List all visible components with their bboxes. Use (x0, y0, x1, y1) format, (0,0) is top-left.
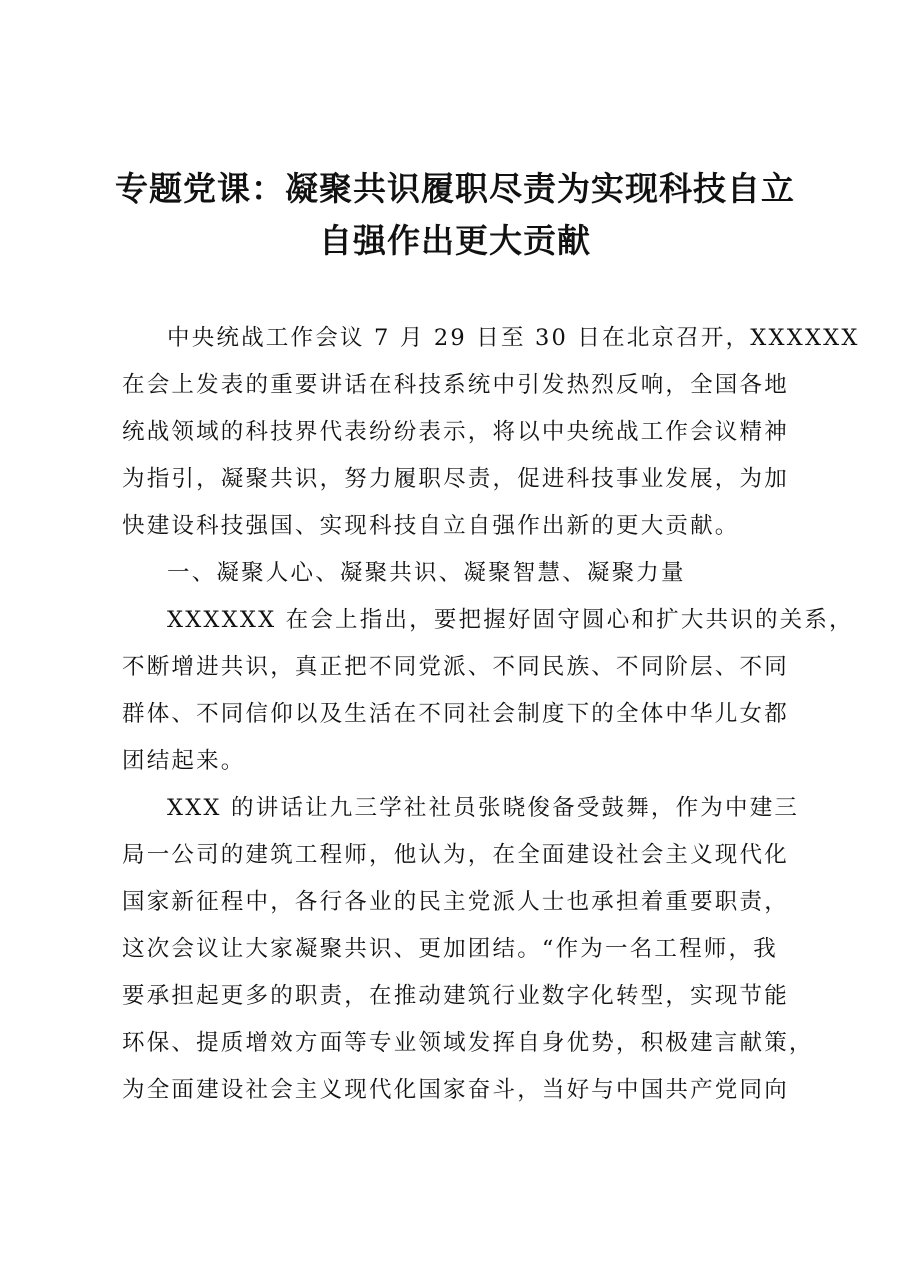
text-line: 环保、提质增效方面等专业领域发挥自身优势，积极建言献策， (122, 1030, 814, 1056)
paragraph-quote (122, 597, 854, 785)
heading-text: 一、凝聚人心、凝聚共识、凝聚智慧、凝聚力量 (167, 560, 686, 586)
text-line: 中央统战工作会议 7 月 29 日至 30 日在北京召开，XXXXXX (167, 325, 860, 351)
text-line: 要承担起更多的职责，在推动建筑行业数字化转型，实现节能 (122, 983, 789, 1009)
title-line-1: 专题党课：凝聚共识履职尽责为实现科技自立 (115, 169, 795, 208)
text-line: 快建设科技强国、实现科技自立自强作出新的更大贡献。 (122, 513, 740, 539)
text-line: 这次会议让大家凝聚共识、更加团结。“作为一名工程师，我 (122, 936, 778, 962)
title-line-2: 自强作出更大贡献 (319, 221, 591, 260)
document-body (122, 315, 860, 1114)
document-title (110, 163, 800, 267)
text-line: 团结起来。 (122, 748, 246, 774)
text-line: 局一公司的建筑工程师，他认为，在全面建设社会主义现代化 (122, 842, 789, 868)
section-heading-1 (122, 550, 802, 597)
text-line: 统战领域的科技界代表纷纷表示，将以中央统战工作会议精神 (122, 419, 789, 445)
text-line: XXX 的讲话让九三学社社员张晓俊备受鼓舞，作为中建三 (167, 795, 800, 821)
text-line: XXXXXX 在会上指出，要把握好固守圆心和扩大共识的关系， (167, 607, 854, 633)
text-line: 在会上发表的重要讲话在科技系统中引发热烈反响，全国各地 (122, 372, 789, 398)
text-line: 为指引，凝聚共识，努力履职尽责，促进科技事业发展，为加 (122, 466, 789, 492)
text-line: 为全面建设社会主义现代化国家奋斗，当好与中国共产党同向 (122, 1077, 789, 1103)
paragraph-intro (122, 315, 860, 550)
paragraph-engineer (122, 785, 814, 1114)
text-line: 群体、不同信仰以及生活在不同社会制度下的全体中华儿女都 (122, 701, 789, 727)
text-line: 国家新征程中，各行各业的民主党派人士也承担着重要职责， (122, 889, 789, 915)
text-line: 不断增进共识，真正把不同党派、不同民族、不同阶层、不同 (122, 654, 789, 680)
